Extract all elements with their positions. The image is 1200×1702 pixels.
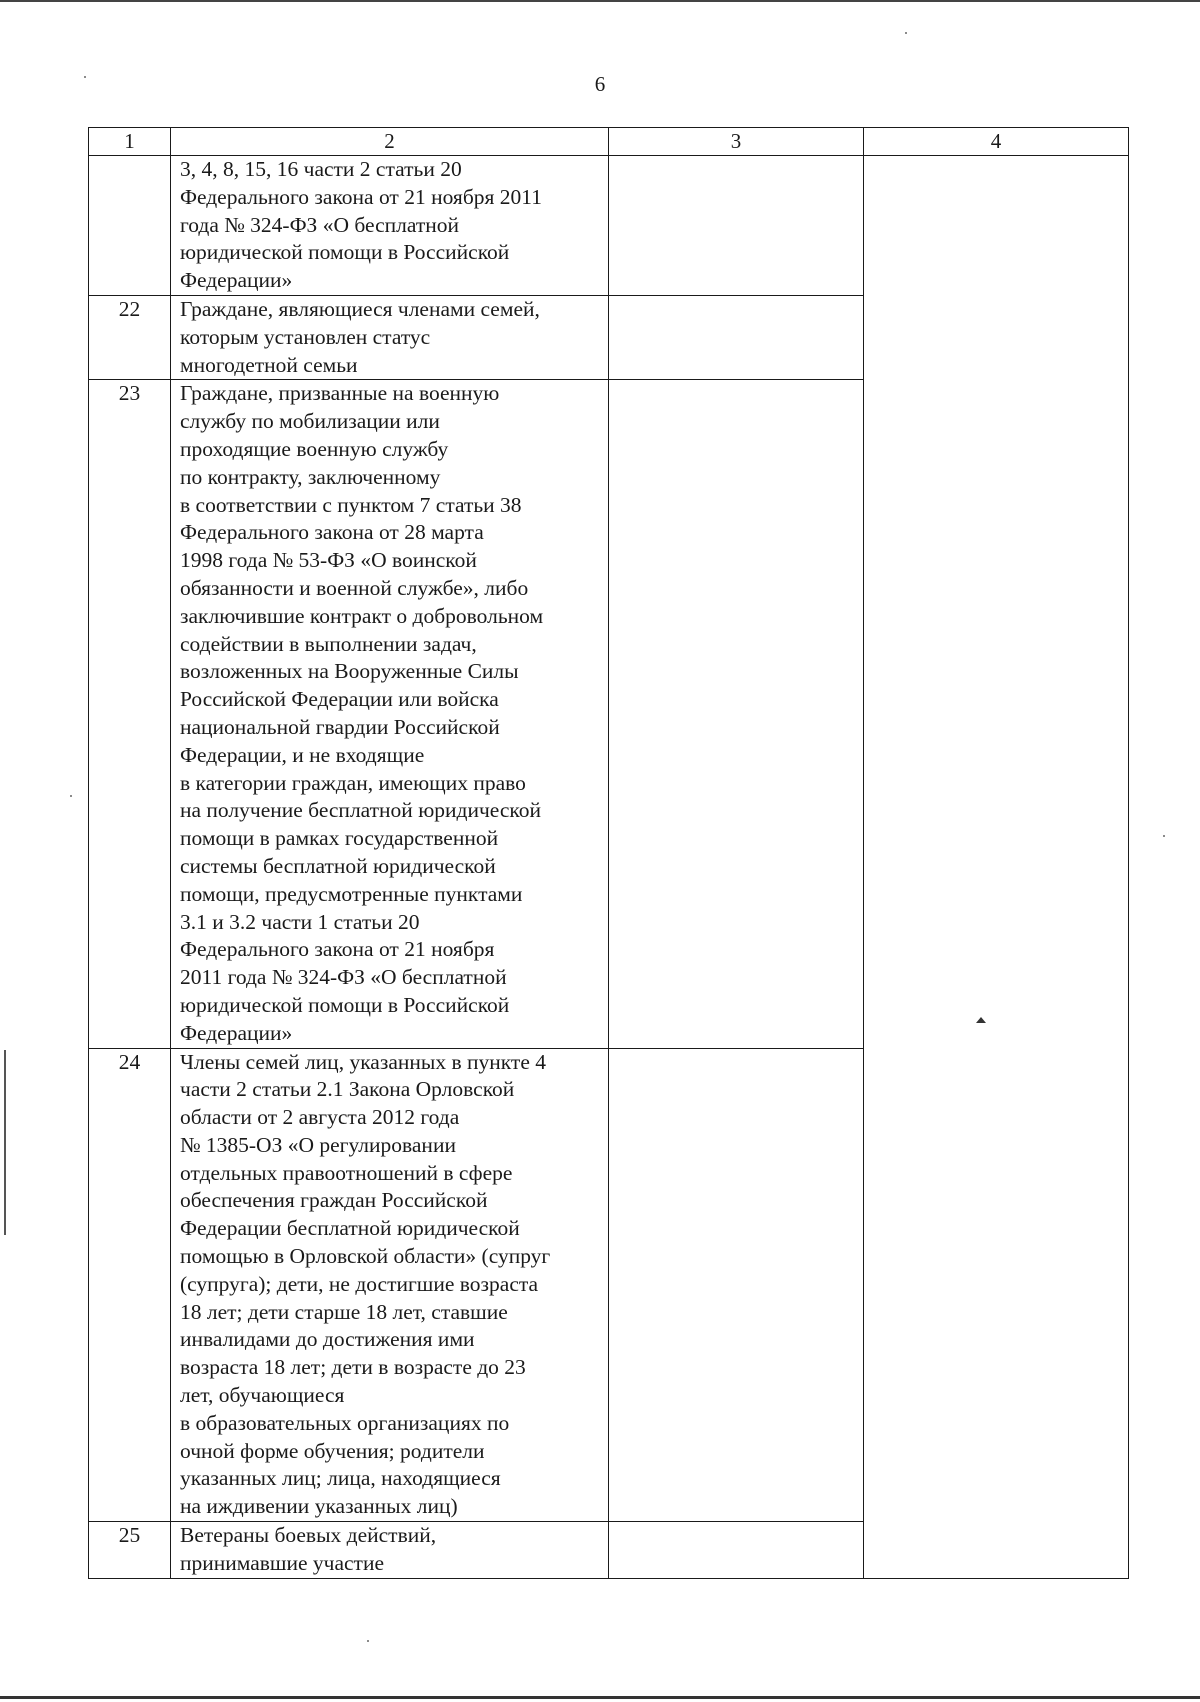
row-number: [89, 156, 171, 296]
document-table: [88, 127, 1129, 1579]
row-number: 22: [89, 295, 171, 379]
scan-speck: [367, 1640, 369, 1642]
header-cell-1: 1: [89, 128, 171, 156]
scan-edge-top: [0, 0, 1200, 2]
row-description-text: Члены семей лиц, указанных в пункте 4 части 2 статьи 2.1 Закона Орловской области от 2 августа 2012 года № 1385-ОЗ «О регулировании отдельных правоотношений в сфере обеспечения граждан Российской Федерации бесплатной юридической помощью в Орловской области» (супруг (супруга); дети, не достигшие возраста 18 лет; дети старше 18 лет, ставшие инвалидами до достижения ими возраста 18 лет; дети в возрасте до 23 лет, обучающиеся в образовательных организациях по очной форме обучения; родители указанных лиц; лица, находящиеся на иждивении указанных лиц): [180, 1049, 551, 1519]
row-number: 24: [89, 1048, 171, 1522]
page-number: 6: [594, 72, 606, 96]
row-description: [171, 1048, 609, 1522]
row-description-text: Граждане, призванные на военную службу по мобилизации или проходящие военную службу по контракту, заключенному в соответствии с пунктом 7 статьи 38 Федерального закона от 28 марта 1998 года № 53-ФЗ «О воинской обязанности и военной службе», либо заключившие контракт о добровольном содействии в выполнении задач, возложенных на Вооруженные Силы Российской Федерации или войска национальной гвардии Российской Федерации, и не входящие в категории граждан, имеющих право на получение бесплатной юридической помощи в рамках государственной системы бесплатной юридической помощи, предусмотренные пунктами 3.1 и 3.2 части 1 статьи 20 Федерального закона от 21 ноября 2011 года № 324-ФЗ «О бесплатной юридической помощи в Российской Федерации»: [180, 381, 544, 1045]
row-description: [171, 1522, 609, 1579]
row-description-text: Ветераны боевых действий, принимавшие участие: [180, 1523, 437, 1575]
merged-column-4-cell: [864, 156, 1129, 1579]
scan-edge-bottom: [0, 1696, 1200, 1699]
row-col3: [609, 1522, 864, 1579]
row-description: [171, 156, 609, 296]
table-header-row: [89, 128, 1129, 156]
row-description-text: 3, 4, 8, 15, 16 части 2 статьи 20 Федерального закона от 21 ноября 2011 года № 324-ФЗ «О бесплатной юридической помощи в Российской Федерации»: [180, 157, 542, 293]
row-col3: [609, 156, 864, 296]
row-description-text: Граждане, являющиеся членами семей, которым установлен статус многодетной семьи: [180, 296, 540, 377]
row-description: [171, 380, 609, 1048]
row-col3: [609, 295, 864, 379]
row-col3: [609, 1048, 864, 1522]
header-cell-2: 2: [171, 128, 609, 156]
row-number: 25: [89, 1522, 171, 1579]
table-row: [89, 156, 1129, 296]
scan-speck: [1163, 835, 1165, 837]
row-number: 23: [89, 380, 171, 1048]
row-description: [171, 295, 609, 379]
header-cell-3: 3: [609, 128, 864, 156]
scan-edge-left: [4, 1050, 6, 1235]
scan-speck: [70, 795, 72, 797]
header-cell-4: 4: [864, 128, 1129, 156]
scan-speck: [905, 32, 907, 34]
row-col3: [609, 380, 864, 1048]
